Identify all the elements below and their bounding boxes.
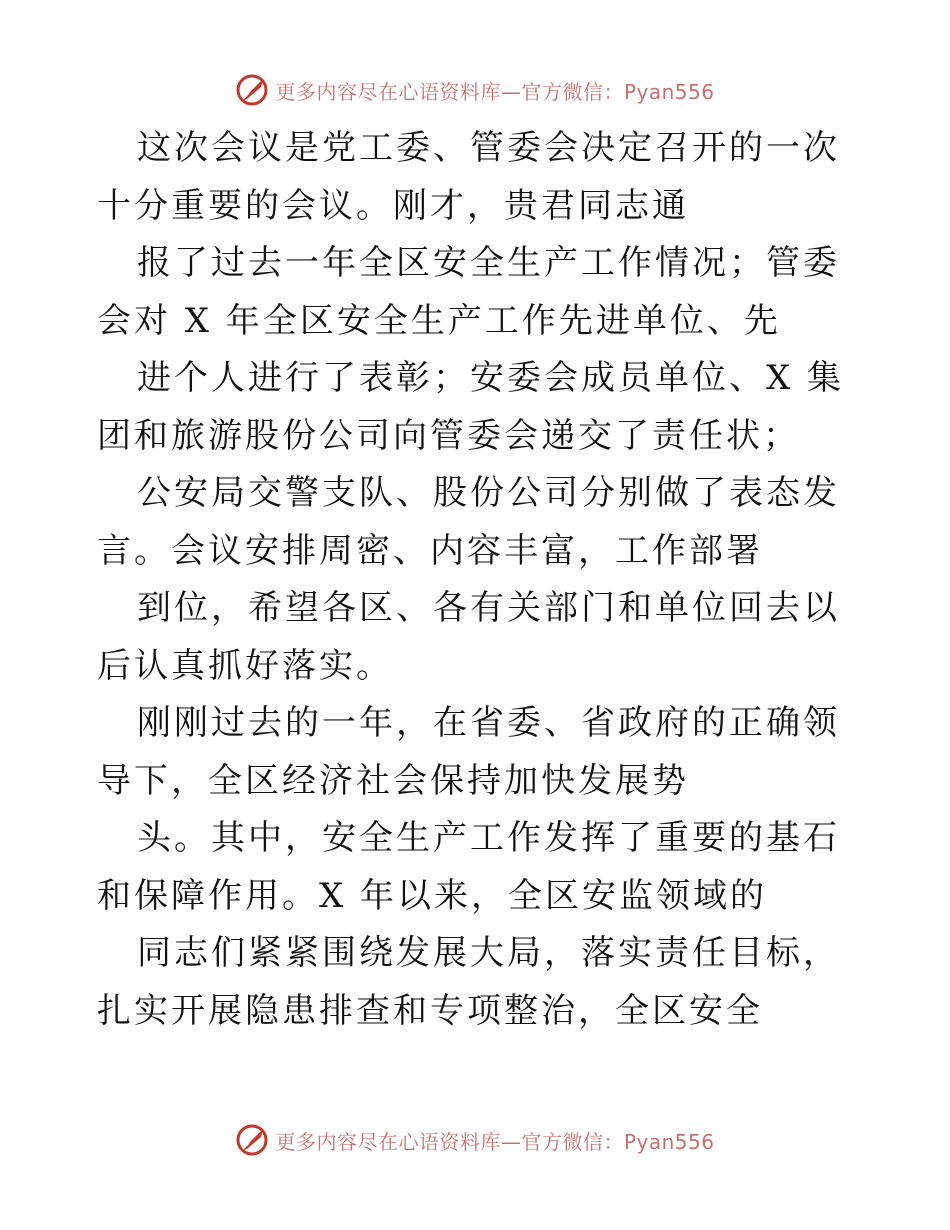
paragraph: 公安局交警支队、股份公司分别做了表态发言。会议安排周密、内容丰富，工作部署 [97, 473, 840, 571]
red-quill-seal-icon [235, 73, 269, 107]
document-body [97, 120, 857, 1040]
red-quill-seal-icon [235, 1123, 269, 1157]
paragraph: 刚刚过去的一年，在省委、省政府的正确领导下，全区经济社会保持加快发展势 [97, 703, 840, 801]
header-watermark [0, 70, 950, 110]
paragraph: 同志们紧紧围绕发展大局，落实责任目标，扎实开展隐患排查和专项整治，全区安全 [97, 933, 840, 1031]
footer-watermark [0, 1120, 950, 1160]
paragraph: 头。其中，安全生产工作发挥了重要的基石和保障作用。X 年以来，全区安监领域的 [97, 818, 840, 916]
paragraph: 这次会议是党工委、管委会决定召开的一次十分重要的会议。刚才，贵君同志通 [97, 128, 840, 226]
paragraph: 报了过去一年全区安全生产工作情况；管委会对 X 年全区安全生产工作先进单位、先 [97, 243, 840, 341]
paragraph: 进个人进行了表彰；安委会成员单位、X 集团和旅游股份公司向管委会递交了责任状； [97, 358, 845, 456]
watermark-text: 更多内容尽在心语资料库—官方微信：Pyan556 [275, 1129, 715, 1154]
paragraph: 到位，希望各区、各有关部门和单位回去以后认真抓好落实。 [97, 588, 840, 686]
watermark-text: 更多内容尽在心语资料库—官方微信：Pyan556 [275, 79, 715, 104]
